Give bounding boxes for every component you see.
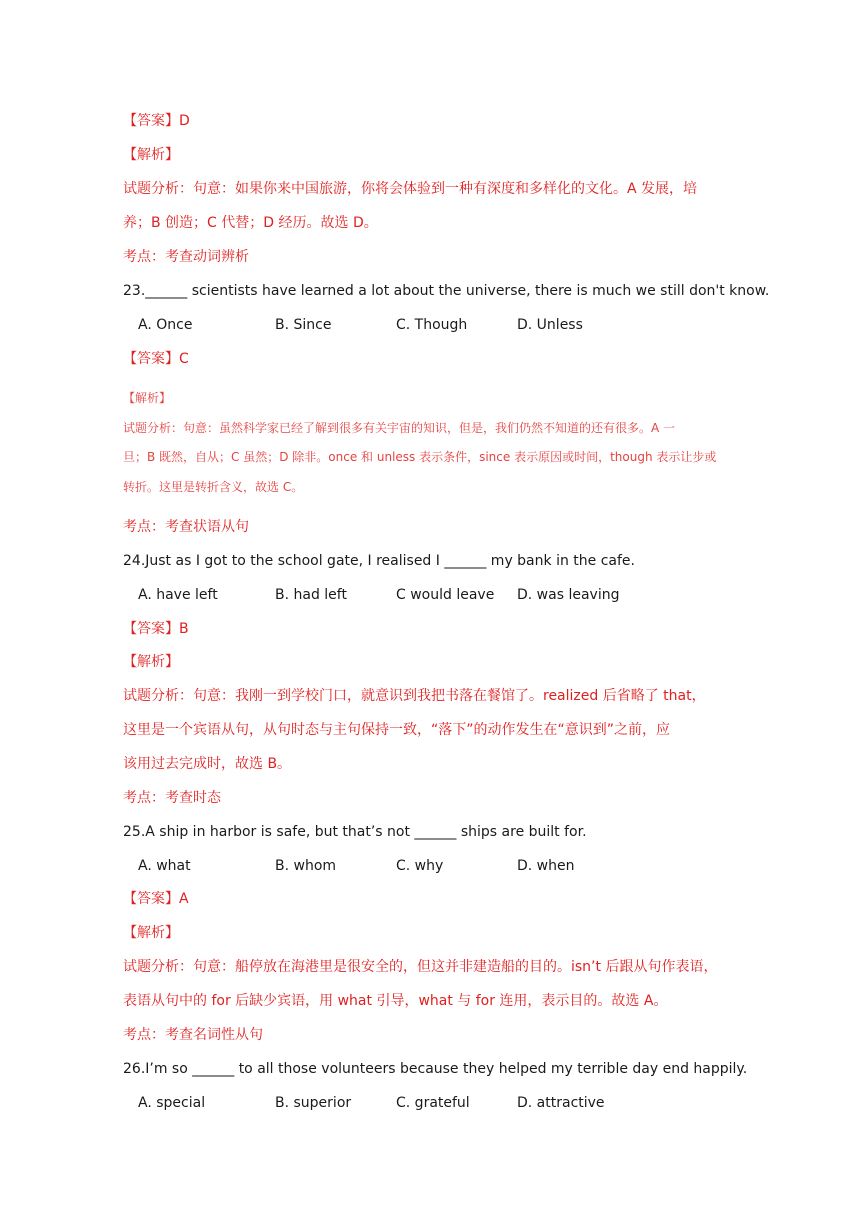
analysis-text: 该用过去完成时，故选 B。	[123, 756, 292, 772]
option-d: D. attractive	[517, 1095, 605, 1111]
key-point: 考点：考查名词性从句	[123, 1027, 263, 1043]
analysis-label: 【解析】	[123, 147, 179, 163]
key-point: 考点：考查状语从句	[123, 519, 249, 535]
analysis-text: 试题分析：句意：虽然科学家已经了解到很多有关宇宙的知识，但是，我们仍然不知道的还有很多。A 一	[123, 421, 676, 435]
option-c: C would leave	[396, 587, 495, 603]
analysis-label: 【解析】	[123, 391, 172, 405]
analysis-text: 试题分析：句意：船停放在海港里是很安全的，但这并非建造船的目的。isn’t 后跟从句作表语，	[123, 959, 718, 975]
analysis-text: 表语从句中的 for 后缺少宾语，用 what 引导，what 与 for 连用，表示目的。故选 A。	[123, 993, 668, 1009]
analysis-text: 这里是一个宾语从句，从句时态与主句保持一致，“落下”的动作发生在“意识到”之前，应	[123, 722, 671, 738]
question-23: 23.______ scientists have learned a lot about the universe, there is much we still don't know.	[123, 283, 770, 299]
option-d: D. when	[517, 858, 575, 874]
question-24: 24.Just as I got to the school gate, I realised I ______ my bank in the cafe.	[123, 553, 635, 569]
analysis-text: 试题分析：句意：如果你来中国旅游，你将会体验到一种有深度和多样化的文化。A 发展，培	[123, 181, 698, 197]
answer-label: 【答案】A	[123, 891, 189, 907]
option-c: C. why	[396, 858, 444, 874]
option-d: D. Unless	[517, 317, 583, 333]
analysis-text: 试题分析：句意：我刚一到学校门口，就意识到我把书落在餐馆了。realized 后省略了 that，	[123, 688, 706, 704]
option-b: B. whom	[275, 858, 337, 874]
answer-label: 【答案】C	[123, 351, 189, 367]
option-b: B. Since	[275, 317, 332, 333]
analysis-text: 养；B 创造；C 代替；D 经历。故选 D。	[123, 215, 378, 231]
option-a: A. special	[138, 1095, 206, 1111]
option-b: B. superior	[275, 1095, 352, 1111]
option-c: C. grateful	[396, 1095, 470, 1111]
answer-label: 【答案】B	[123, 621, 189, 637]
option-c: C. Though	[396, 317, 468, 333]
key-point: 考点：考查动词辨析	[123, 249, 249, 265]
option-a: A. what	[138, 858, 191, 874]
analysis-label: 【解析】	[123, 925, 179, 941]
analysis-label: 【解析】	[123, 654, 179, 670]
answer-label: 【答案】D	[123, 113, 190, 129]
option-b: B. had left	[275, 587, 347, 603]
analysis-text: 转折。这里是转折含义，故选 C。	[123, 480, 304, 494]
option-a: A. have left	[138, 587, 218, 603]
analysis-text: 旦；B 既然，自从；C 虽然；D 除非。once 和 unless 表示条件，since 表示原因或时间，though 表示让步或	[123, 450, 717, 464]
key-point: 考点：考查时态	[123, 790, 221, 806]
option-d: D. was leaving	[517, 587, 620, 603]
question-26: 26.I’m so ______ to all those volunteers because they helped my terrible day end happily.	[123, 1061, 748, 1077]
option-a: A. Once	[138, 317, 193, 333]
question-25: 25.A ship in harbor is safe, but that’s not ______ ships are built for.	[123, 824, 587, 840]
